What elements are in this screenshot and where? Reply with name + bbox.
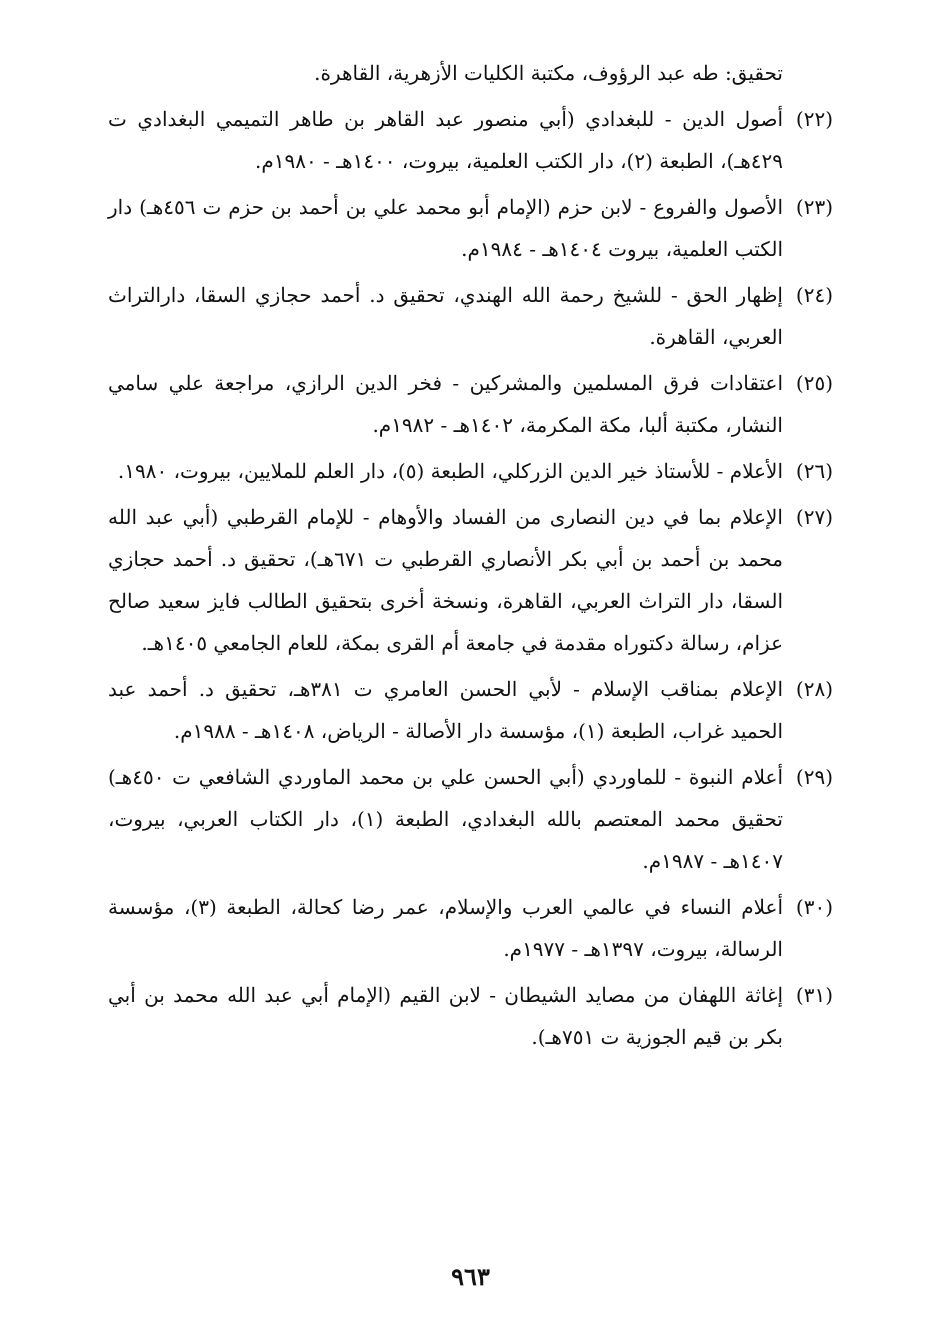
page-number: ٩٦٣	[451, 1262, 490, 1291]
bibliography-entry	[108, 496, 833, 664]
entry-text: الإعلام بما في دين النصارى من الفساد والأوهام - للإمام القرطبي (أبي عبد الله محمد بن أحمد بن أبي بكر الأنصاري القرطبي ت ٦٧١هـ)، تحقيق د. أحمد حجازي السقا، دار التراث العربي، القاهرة، ونسخة أخرى بتحقيق الطالب فايز سعيد صالح عزام، رسالة دكتوراه مقدمة في جامعة أم القرى بمكة، للعام الجامعي ١٤٠٥هـ.	[108, 505, 784, 655]
entry-text: الأعلام - للأستاذ خير الدين الزركلي، الطبعة (٥)، دار العلم للملايين، بيروت، ١٩٨٠.	[117, 459, 783, 483]
continuation-line: تحقيق: طه عبد الرؤوف، مكتبة الكليات الأزهرية، القاهرة.	[314, 61, 783, 85]
entry-number: (٢٤)	[795, 283, 833, 307]
bibliography-entry	[108, 974, 833, 1058]
entry-number: (٢٩)	[795, 765, 833, 789]
entry-text: اعتقادات فرق المسلمين والمشركين - فخر الدين الرازي، مراجعة علي سامي النشار، مكتبة ألبا، مكة المكرمة، ١٤٠٢هـ - ١٩٨٢م.	[108, 371, 783, 437]
entry-number: (٢٨)	[795, 677, 833, 701]
bibliography-entry	[108, 756, 833, 882]
entry-number: (٢٣)	[795, 195, 833, 219]
entry-text: إظهار الحق - للشيخ رحمة الله الهندي، تحقيق د. أحمد حجازي السقا، دارالتراث العربي، القاهرة.	[108, 283, 783, 349]
entry-text: إغاثة اللهفان من مصايد الشيطان - لابن القيم (الإمام أبي عبد الله محمد بن أبي بكر بن قيم الجوزية ت ٧٥١هـ).	[108, 983, 783, 1049]
entry-text: أعلام النبوة - للماوردي (أبي الحسن علي بن محمد الماوردي الشافعي ت ٤٥٠هـ) تحقيق محمد المعتصم بالله البغدادي، الطبعة (١)، دار الكتاب العربي، بيروت، ١٤٠٧هـ - ١٩٨٧م.	[108, 765, 783, 873]
entry-number: (٢٥)	[795, 371, 833, 395]
bibliography-entry	[108, 668, 833, 752]
bibliography-entry	[108, 886, 833, 970]
entry-number: (٢٧)	[795, 505, 833, 529]
entry-number: (٣١)	[795, 983, 833, 1007]
entry-text: الإعلام بمناقب الإسلام - لأبي الحسن العامري ت ٣٨١هـ، تحقيق د. أحمد عبد الحميد غراب، الطبعة (١)، مؤسسة دار الأصالة - الرياض، ١٤٠٨هـ - ١٩٨٨م.	[108, 677, 783, 743]
entry-number: (٢٦)	[795, 459, 833, 483]
entry-number: (٢٢)	[795, 107, 833, 131]
entry-text: أعلام النساء في عالمي العرب والإسلام، عمر رضا كحالة، الطبعة (٣)، مؤسسة الرسالة، بيروت، ١٣٩٧هـ - ١٩٧٧م.	[108, 895, 784, 961]
bibliography-entry	[108, 362, 833, 446]
bibliography-page	[108, 52, 833, 1062]
entry-text: الأصول والفروع - لابن حزم (الإمام أبو محمد علي بن أحمد بن حزم ت ٤٥٦هـ) دار الكتب العلمية، بيروت ١٤٠٤هـ - ١٩٨٤م.	[108, 195, 784, 261]
bibliography-entry	[108, 186, 833, 270]
entry-text: أصول الدين - للبغدادي (أبي منصور عبد القاهر بن طاهر التميمي البغدادي ت ٤٢٩هـ)، الطبعة (٢)، دار الكتب العلمية، بيروت، ١٤٠٠هـ - ١٩٨٠م.	[108, 107, 783, 173]
entry-number: (٣٠)	[795, 895, 833, 919]
bibliography-entry	[108, 274, 833, 358]
bibliography-entry	[108, 98, 833, 182]
bibliography-entry	[108, 450, 833, 492]
